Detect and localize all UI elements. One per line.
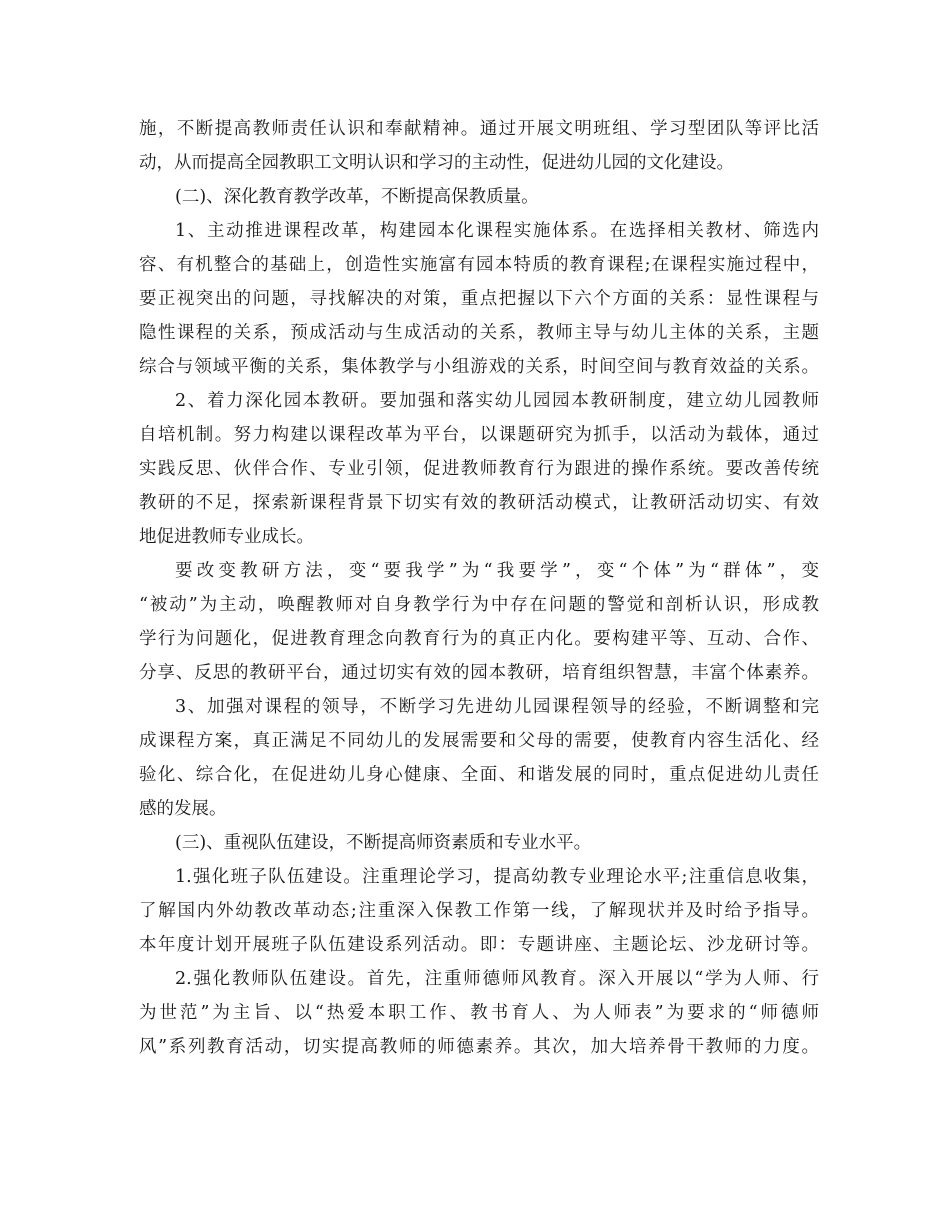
text-line: 成课程方案，真正满足不同幼儿的发展需要和父母的需要，使教育内容生活化、经: [139, 731, 819, 751]
text-line: “被动”为主动，唤醒教师对自身教学行为中存在问题的警觉和剖析认识，形成教: [139, 595, 819, 615]
text-line: 学行为问题化，促进教育理念向教育行为的真正内化。要构建平等、互动、合作、: [139, 629, 819, 649]
text-line: 2、着力深化园本教研。要加强和落实幼儿园园本教研制度，建立幼儿园教师: [175, 391, 819, 411]
text-line: 容、有机整合的基础上，创造性实施富有园本特质的教育课程;在课程实施过程中，: [139, 255, 819, 275]
text-line: (二)、深化教育教学改革，不断提高保教质量。: [175, 187, 539, 207]
text-line: 风”系列教育活动，切实提高教师的师德素养。其次，加大培养骨干教师的力度。: [139, 1037, 819, 1057]
text-line: 隐性课程的关系，预成活动与生成活动的关系，教师主导与幼儿主体的关系，主题: [139, 323, 819, 343]
text-line: 感的发展。: [139, 799, 227, 819]
text-line: 施，不断提高教师责任认识和奉献精神。通过开展文明班组、学习型团队等评比活: [139, 119, 819, 139]
text-line: 2.强化教师队伍建设。首先，注重师德师风教育。深入开展以“学为人师、行: [175, 969, 819, 989]
text-line: 本年度计划开展班子队伍建设系列活动。即：专题讲座、主题论坛、沙龙研讨等。: [139, 935, 819, 955]
text-line: 为世范”为主旨、以“热爱本职工作、教书育人、为人师表”为要求的“师德师: [139, 1003, 819, 1023]
text-line: 自培机制。努力构建以课程改革为平台，以课题研究为抓手，以活动为载体，通过: [139, 425, 819, 445]
text-line: 要改变教研方法，变“要我学”为“我要学”，变“个体”为“群体”，变: [175, 561, 819, 581]
text-line: 了解国内外幼教改革动态;注重深入保教工作第一线，了解现状并及时给予指导。: [139, 901, 819, 921]
text-line: 验化、综合化，在促进幼儿身心健康、全面、和谐发展的同时，重点促进幼儿责任: [139, 765, 819, 785]
text-line: 1.强化班子队伍建设。注重理论学习，提高幼教专业理论水平;注重信息收集，: [175, 867, 819, 887]
document-body: [139, 112, 819, 1064]
text-line: 要正视突出的问题，寻找解决的对策，重点把握以下六个方面的关系：显性课程与: [139, 289, 819, 309]
text-line: 综合与领域平衡的关系，集体教学与小组游戏的关系，时间空间与教育效益的关系。: [139, 357, 819, 377]
text-line: 实践反思、伙伴合作、专业引领，促进教师教育行为跟进的操作系统。要改善传统: [139, 459, 819, 479]
text-line: 教研的不足，探索新课程背景下切实有效的教研活动模式，让教研活动切实、有效: [139, 493, 819, 513]
text-line: 分享、反思的教研平台，通过切实有效的园本教研，培育组织智慧，丰富个体素养。: [139, 663, 819, 683]
text-line: 3、加强对课程的领导，不断学习先进幼儿园课程领导的经验，不断调整和完: [175, 697, 819, 717]
text-line: 地促进教师专业成长。: [139, 527, 314, 547]
text-line: 动，从而提高全园教职工文明认识和学习的主动性，促进幼儿园的文化建设。: [139, 153, 734, 173]
text-line: (三)、重视队伍建设，不断提高师资素质和专业水平。: [175, 833, 592, 853]
text-line: 1、主动推进课程改革，构建园本化课程实施体系。在选择相关教材、筛选内: [175, 221, 819, 241]
